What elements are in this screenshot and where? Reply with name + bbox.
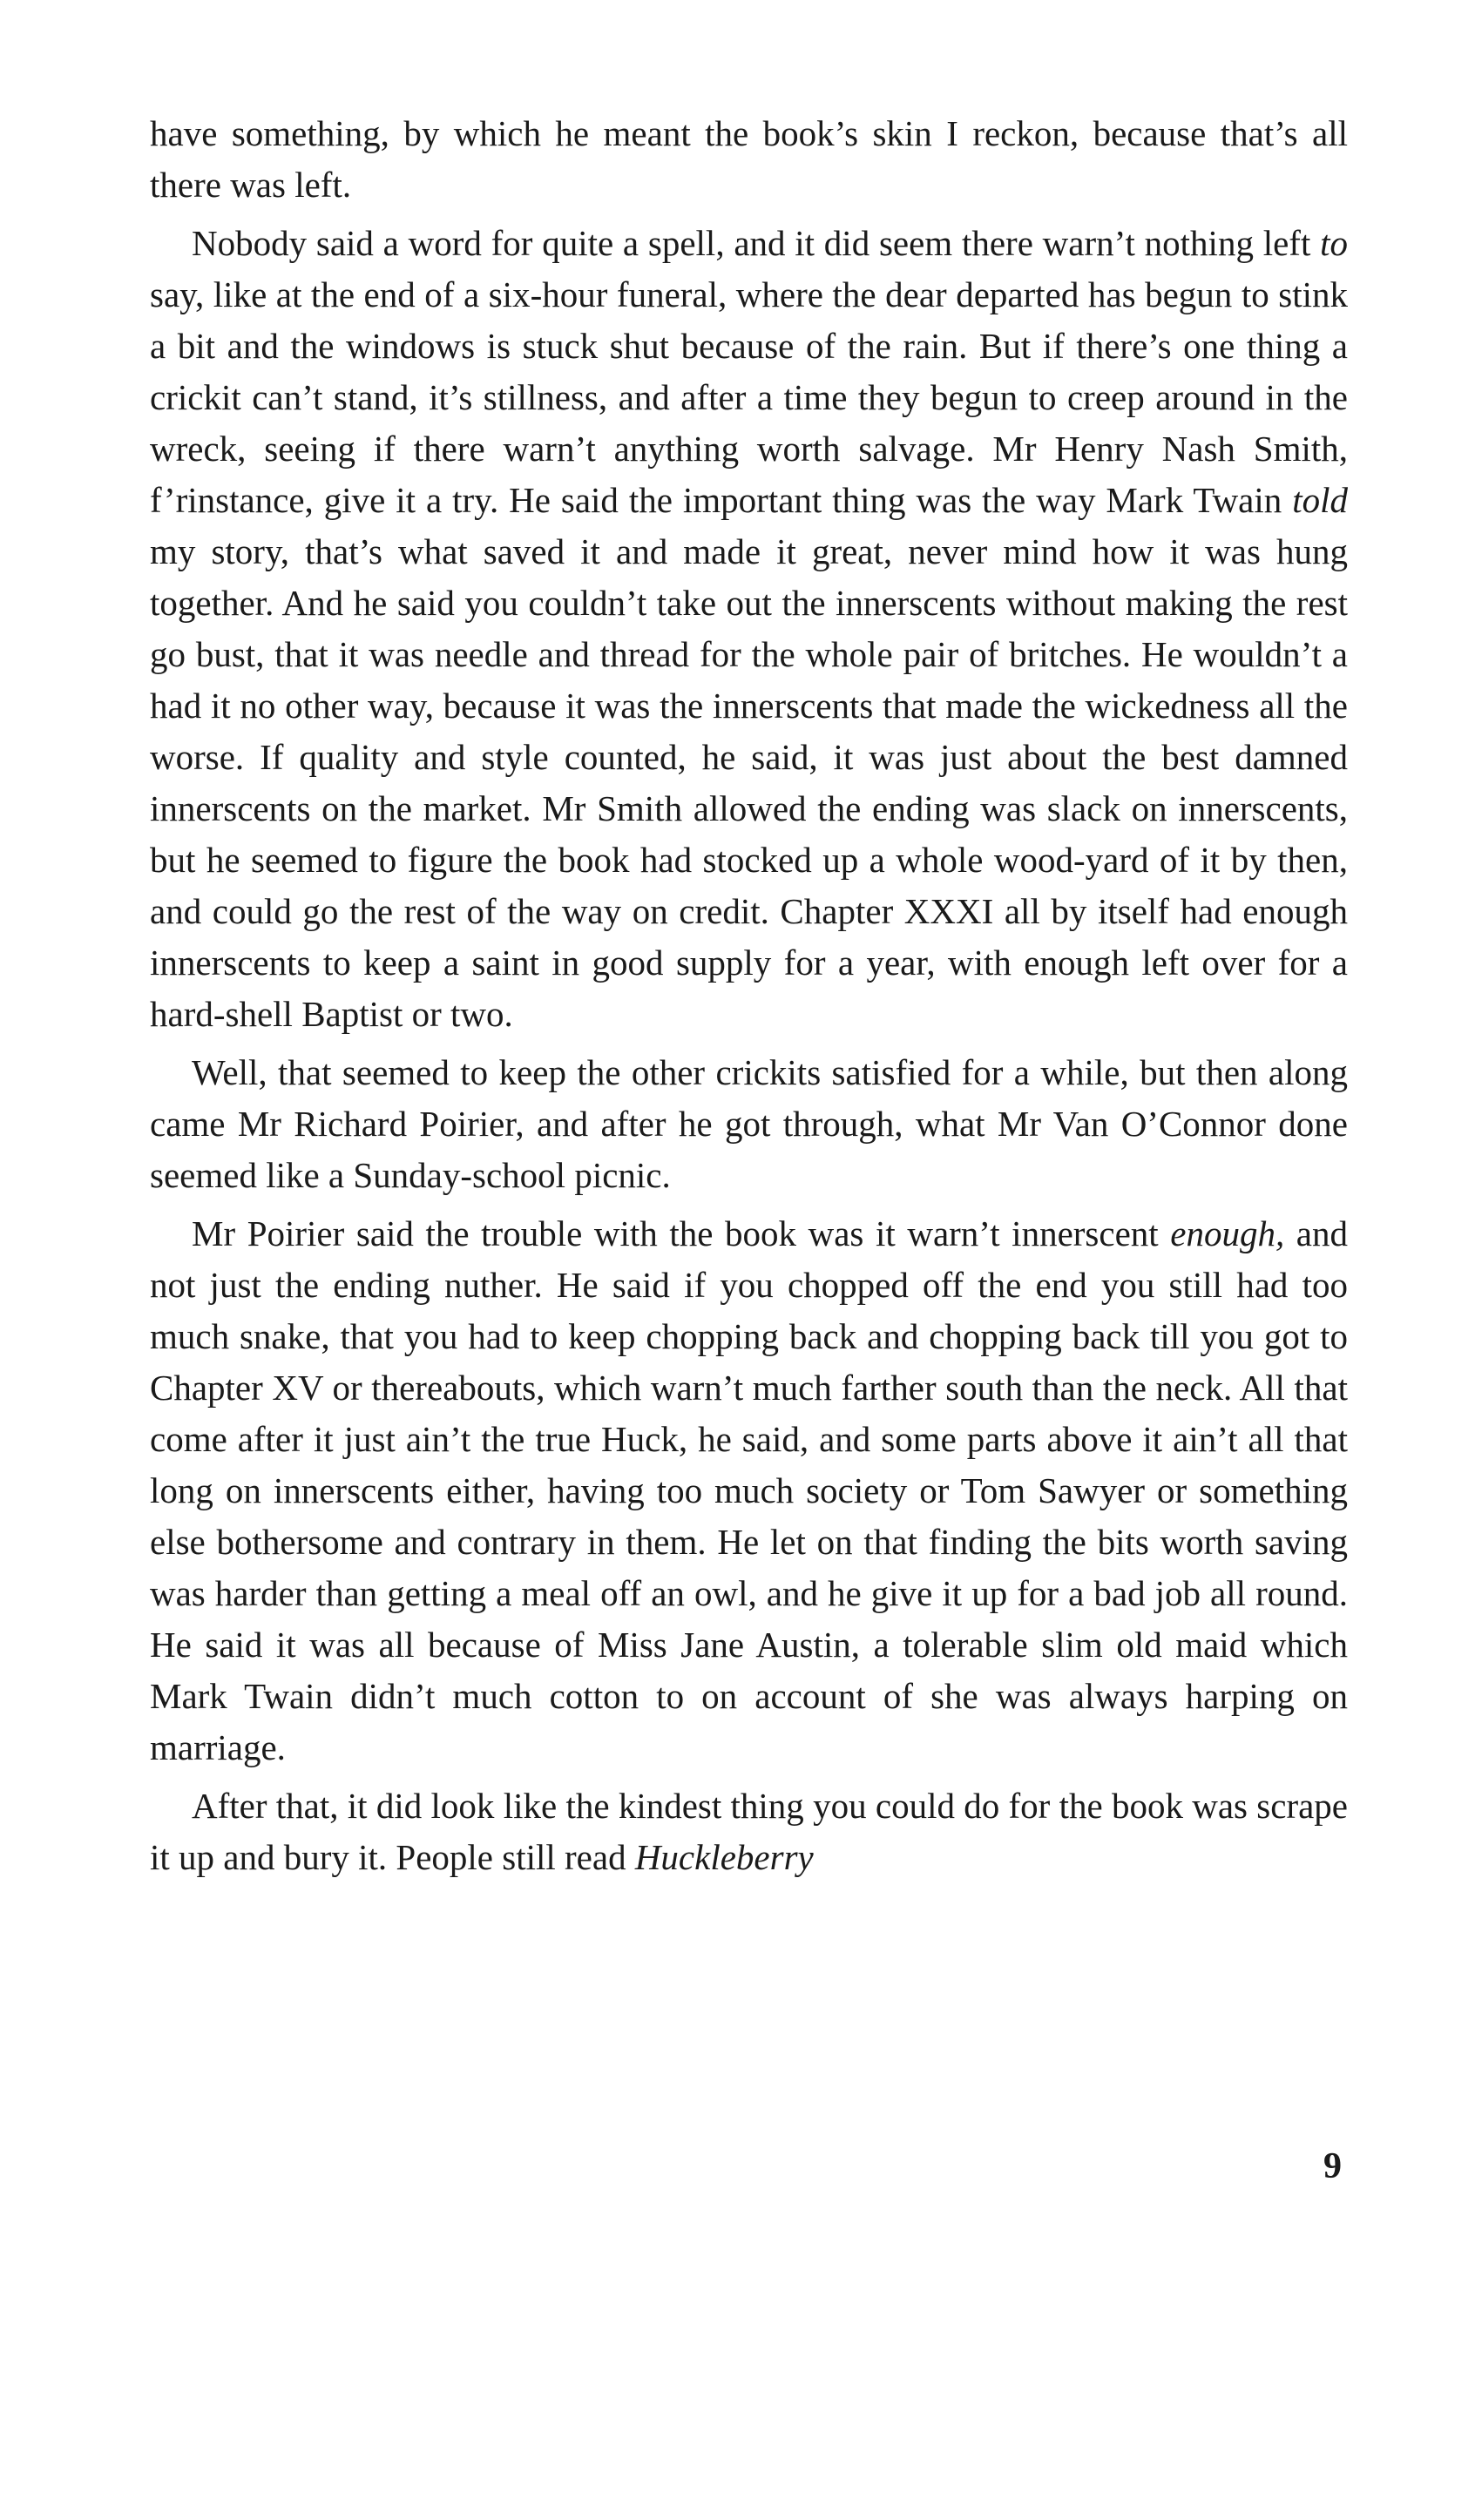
text-run: say, like at the end of a six-hour funeral, where the dear departed has begun to stink a bit and the windows is stuck shut because of the rain. But if there’s one thing a crickit can’t stand, it’s stillness, and after a time they begun to creep around in the wreck, seeing if there warn’t anything worth salvage. Mr Henry Nash Smith, f’rinstance, give it a try. He said the important thing was the way Mark Twain: [150, 274, 1348, 520]
text-run: have something, by which he meant the book’s skin I reckon, because that’s all there was left.: [150, 113, 1348, 205]
paragraph-5: [150, 1780, 1348, 1883]
page-number: 9: [1323, 2146, 1342, 2186]
text-run: Nobody said a word for quite a spell, and it did seem there warn’t nothing left: [192, 223, 1321, 263]
paragraph-2: [150, 218, 1348, 1040]
italic-run: to: [1320, 223, 1348, 263]
italic-run: told: [1292, 480, 1348, 520]
text-run: my story, that’s what saved it and made it great, never mind how it was hung together. And he said you couldn’t take out the innerscents without making the rest go bust, that it was needle and thread for the whole pair of britches. He wouldn’t a had it no other way, because it was the innerscents that made the wickedness all the worse. If quality and style counted, he said, it was just about the best damned innerscents on the market. Mr Smith allowed the ending was slack on innerscents, but he seemed to figure the book had stocked up a whole wood-yard of it by then, and could go the rest of the way on credit. Chapter XXXI all by itself had enough innerscents to keep a saint in good supply for a year, with enough left over for a hard-shell Baptist or two.: [150, 531, 1348, 1034]
paragraph-3: [150, 1047, 1348, 1201]
paragraph-1: [150, 108, 1348, 211]
text-run: Mr Poirier said the trouble with the book was it warn’t innerscent: [192, 1213, 1171, 1253]
italic-run: enough,: [1170, 1213, 1285, 1253]
text-run: After that, it did look like the kindest thing you could do for the book was scrape it up and bury it. People still read: [150, 1786, 1348, 1877]
italic-run: Huckleberry: [634, 1837, 814, 1877]
page-body: [150, 108, 1348, 1883]
text-run: and not just the ending nuther. He said if you chopped off the end you still had too much snake, that you had to keep chopping back and chopping back till you got to Chapter XV or thereabouts, which warn’t much farther south than the neck. All that come after it just ain’t the true Huck, he said, and some parts above it ain’t all that long on innerscents either, having too much society or Tom Sawyer or something else bothersome and contrary in them. He let on that finding the bits worth saving was harder than getting a meal off an owl, and he give it up for a bad job all round. He said it was all because of Miss Jane Austin, a tolerable slim old maid which Mark Twain didn’t much cotton to on account of she was always harping on marriage.: [150, 1213, 1348, 1767]
paragraph-4: [150, 1208, 1348, 1773]
text-run: Well, that seemed to keep the other crickits satisfied for a while, but then along came Mr Richard Poirier, and after he got through, what Mr Van O’Connor done seemed like a Sunday-school picnic.: [150, 1052, 1348, 1195]
